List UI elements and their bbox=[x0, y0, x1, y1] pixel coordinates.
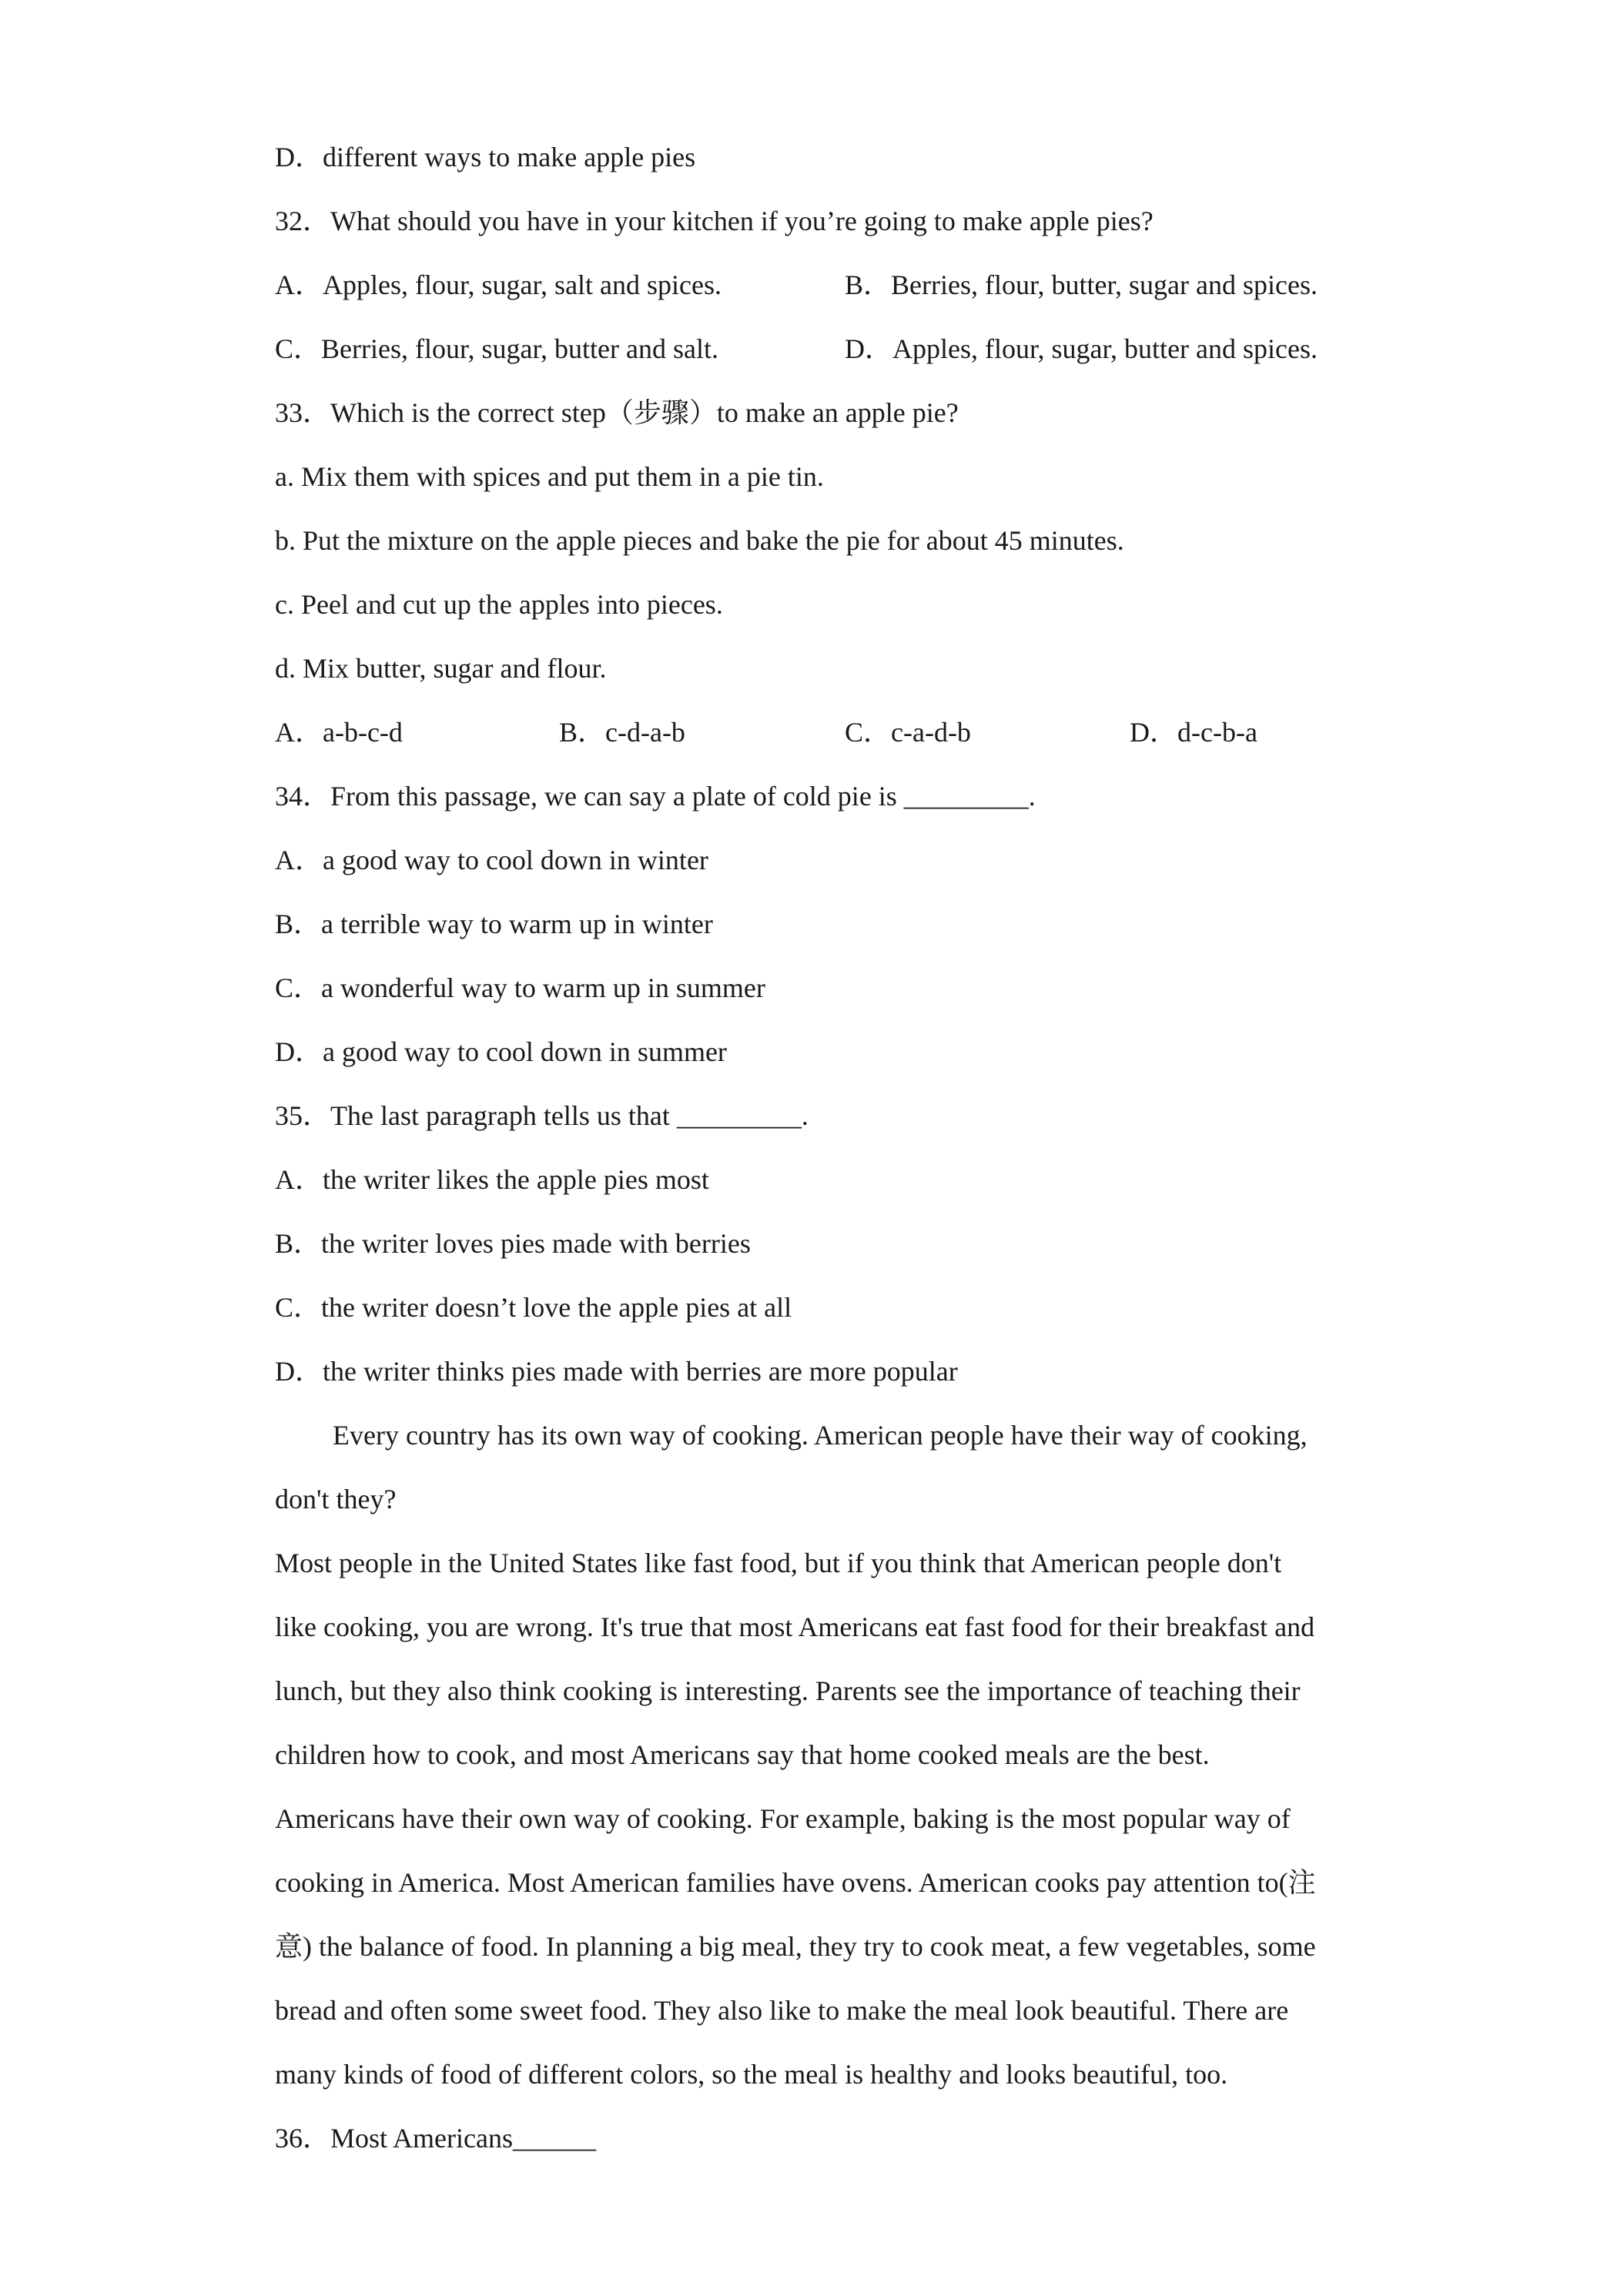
q33-option-c: C．c-a-d-b bbox=[845, 717, 971, 748]
passage-line-6: children how to cook, and most Americans say that home cooked meals are the best. bbox=[275, 1739, 1210, 1770]
passage-line-4: like cooking, you are wrong. It's true that most Americans eat fast food for their breakfast and bbox=[275, 1612, 1315, 1642]
q36-stem: 36．Most Americans______ bbox=[275, 2123, 596, 2154]
q33-option-a: A．a-b-c-d bbox=[275, 717, 403, 748]
q32-stem: 32．What should you have in your kitchen if you’re going to make apple pies? bbox=[275, 206, 1154, 236]
q32-option-c: C．Berries, flour, sugar, butter and salt. bbox=[275, 333, 718, 364]
passage-line-2: don't they? bbox=[275, 1484, 397, 1514]
passage-line-8: cooking in America. Most American families have ovens. American cooks pay attention to(注 bbox=[275, 1867, 1316, 1898]
q33-step-d: d. Mix butter, sugar and flour. bbox=[275, 653, 607, 684]
q33-option-d: D．d-c-b-a bbox=[1130, 717, 1257, 748]
q33-option-b: B．c-d-a-b bbox=[559, 717, 685, 748]
q34-stem: 34．From this passage, we can say a plate of cold pie is _________. bbox=[275, 781, 1036, 812]
q35-option-c: C．the writer doesn’t love the apple pies at all bbox=[275, 1292, 792, 1323]
q31-option-d: D．different ways to make apple pies bbox=[275, 142, 696, 172]
passage-line-9: 意) the balance of food. In planning a big meal, they try to cook meat, a few vegetables, some bbox=[275, 1931, 1316, 1962]
q33-stem: 33．Which is the correct step（步骤）to make an apple pie? bbox=[275, 397, 959, 428]
q33-step-a: a. Mix them with spices and put them in a pie tin. bbox=[275, 461, 824, 492]
q34-option-a: A．a good way to cool down in winter bbox=[275, 845, 708, 875]
passage-line-11: many kinds of food of different colors, so the meal is healthy and looks beautiful, too. bbox=[275, 2059, 1228, 2090]
q32-option-a: A．Apples, flour, sugar, salt and spices. bbox=[275, 269, 722, 300]
q32-option-d: D．Apples, flour, sugar, butter and spices. bbox=[845, 333, 1318, 364]
q35-option-a: A．the writer likes the apple pies most bbox=[275, 1164, 709, 1195]
q35-option-b: B．the writer loves pies made with berries bbox=[275, 1228, 751, 1259]
q33-step-c: c. Peel and cut up the apples into pieces. bbox=[275, 589, 723, 620]
passage-line-3: Most people in the United States like fast food, but if you think that American people don't bbox=[275, 1548, 1282, 1578]
q34-option-d: D．a good way to cool down in summer bbox=[275, 1036, 727, 1067]
q32-option-b: B．Berries, flour, butter, sugar and spices. bbox=[845, 269, 1318, 300]
q34-option-c: C．a wonderful way to warm up in summer bbox=[275, 972, 765, 1003]
passage-line-7: Americans have their own way of cooking. For example, baking is the most popular way of bbox=[275, 1803, 1291, 1834]
passage-line-1: Every country has its own way of cooking. American people have their way of cooking, bbox=[333, 1420, 1308, 1451]
passage-line-5: lunch, but they also think cooking is interesting. Parents see the importance of teaching their bbox=[275, 1675, 1301, 1706]
passage-line-10: bread and often some sweet food. They also like to make the meal look beautiful. There are bbox=[275, 1995, 1289, 2026]
q35-option-d: D．the writer thinks pies made with berries are more popular bbox=[275, 1356, 958, 1387]
q33-step-b: b. Put the mixture on the apple pieces and bake the pie for about 45 minutes. bbox=[275, 525, 1124, 556]
q35-stem: 35．The last paragraph tells us that _________. bbox=[275, 1100, 809, 1131]
q34-option-b: B．a terrible way to warm up in winter bbox=[275, 909, 713, 939]
